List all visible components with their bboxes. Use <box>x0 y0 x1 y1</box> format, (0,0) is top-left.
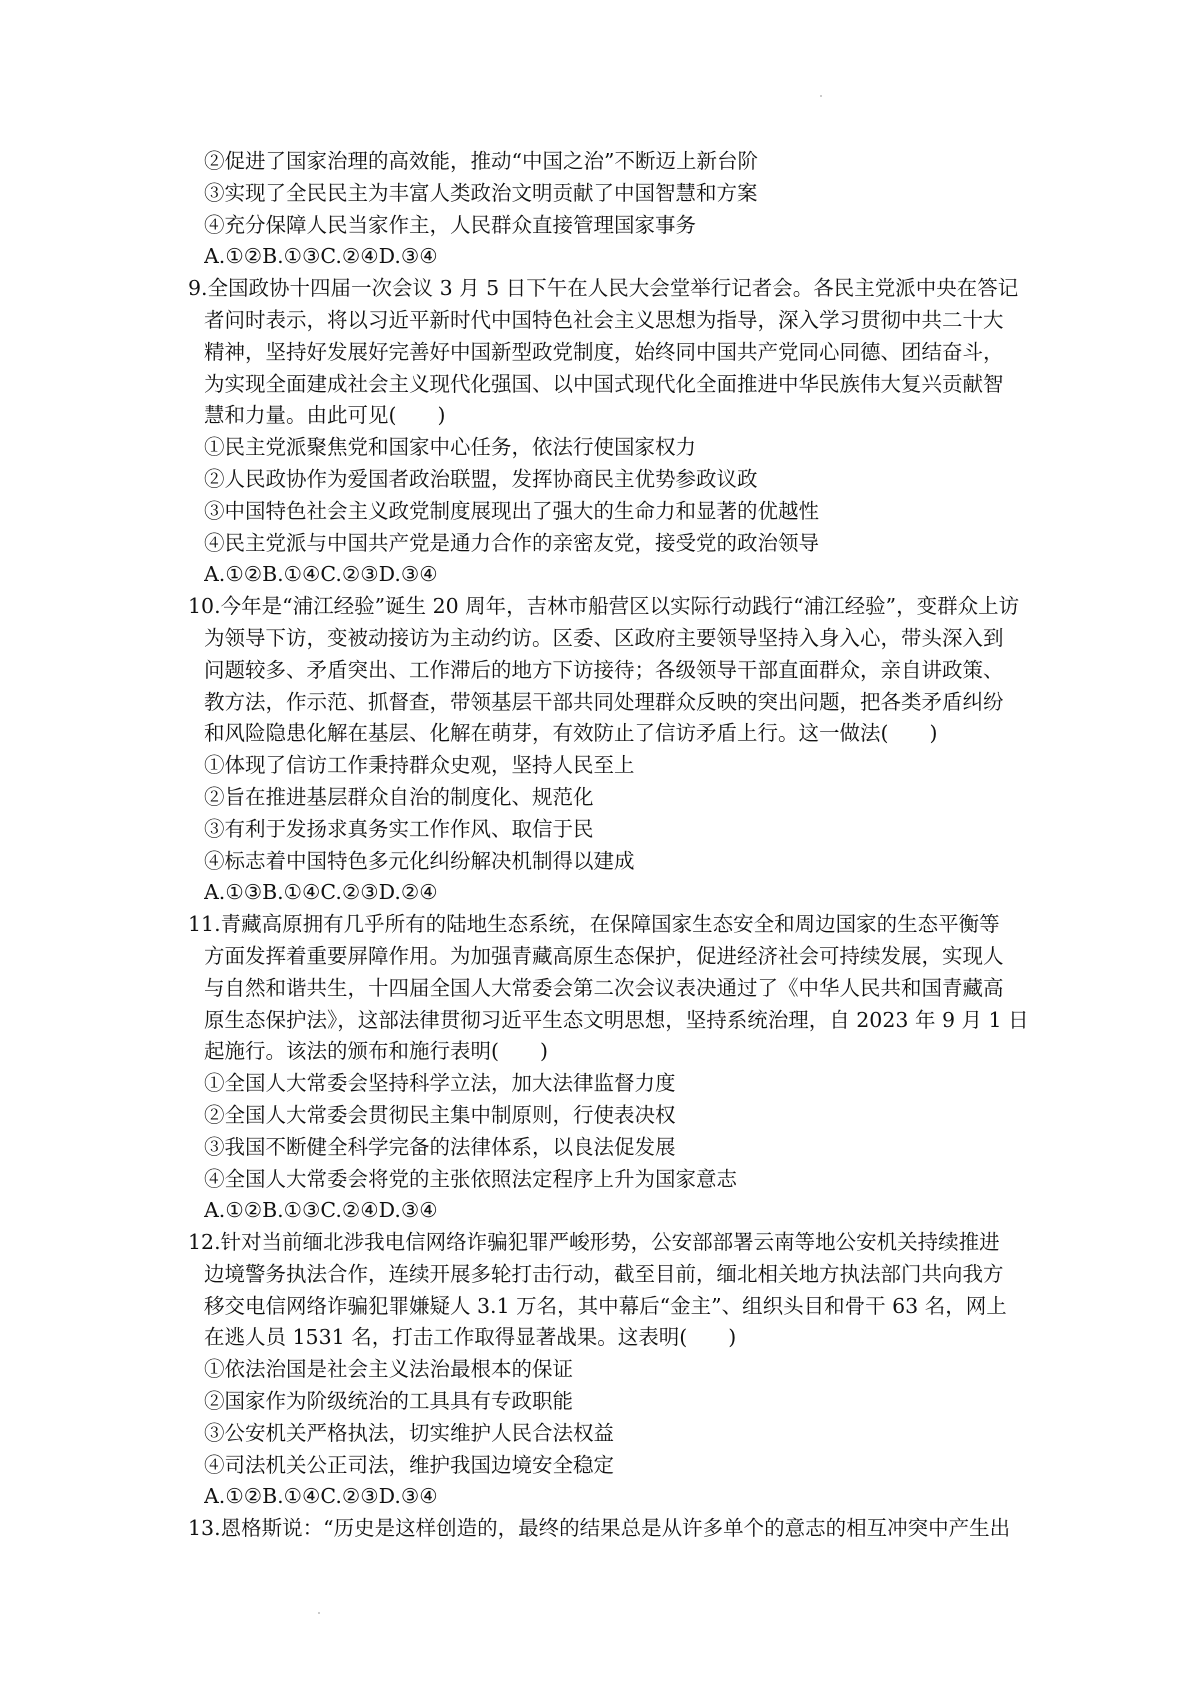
option-line: ③实现了全民民主为丰富人类政治文明贡献了中国智慧和方案 <box>204 180 758 205</box>
answer-choices: A.①②B.①④C.②③D.③④ <box>204 1484 438 1509</box>
question-stem-line: 11.青藏高原拥有几乎所有的陆地生态系统，在保障国家生态安全和周边国家的生态平衡等 <box>188 912 1000 937</box>
option-line: ④充分保障人民当家作主，人民群众直接管理国家事务 <box>204 212 696 237</box>
question-stem-line: 慧和力量。由此可见( ) <box>204 403 446 428</box>
question-stem-line: 者问时表示，将以习近平新时代中国特色社会主义思想为指导，深入学习贯彻中共二十大 <box>204 307 1004 332</box>
option-line: ③我国不断健全科学完备的法律体系，以良法促发展 <box>204 1134 676 1159</box>
question-stem-line: 方面发挥着重要屏障作用。为加强青藏高原生态保护，促进经济社会可持续发展，实现人 <box>204 943 1004 968</box>
option-line: ④民主党派与中国共产党是通力合作的亲密友党，接受党的政治领导 <box>204 530 819 555</box>
question-stem-line: 与自然和谐共生，十四届全国人大常委会第二次会议表决通过了《中华人民共和国青藏高 <box>204 975 1004 1000</box>
question-stem-line: 13.恩格斯说：“历史是这样创造的，最终的结果总是从许多单个的意志的相互冲突中产生出 <box>188 1516 1011 1541</box>
option-line: ②人民政协作为爱国者政治联盟，发挥协商民主优势参政议政 <box>204 466 758 491</box>
option-line: ③中国特色社会主义政党制度展现出了强大的生命力和显著的优越性 <box>204 498 819 523</box>
option-line: ①民主党派聚焦党和国家中心任务，依法行使国家权力 <box>204 435 696 460</box>
answer-choices: A.①②B.①③C.②④D.③④ <box>204 1198 438 1223</box>
question-stem-line: 在逃人员 1531 名，打击工作取得显著战果。这表明( ) <box>204 1325 737 1350</box>
question-stem-line: 教方法，作示范、抓督查，带领基层干部共同处理群众反映的突出问题，把各类矛盾纠纷 <box>204 689 1004 714</box>
option-line: ②促进了国家治理的高效能，推动“中国之治”不断迈上新台阶 <box>204 149 758 173</box>
question-stem-line: 精神，坚持好发展好完善好中国新型政党制度，始终同中国共产党同心同德、团结奋斗， <box>204 339 1004 364</box>
answer-choices: A.①②B.①③C.②④D.③④ <box>204 244 438 269</box>
question-stem-line: 为领导下访，变被动接访为主动约访。区委、区政府主要领导坚持入身入心，带头深入到 <box>204 625 1004 650</box>
scan-speck <box>820 95 822 97</box>
question-stem-line: 12.针对当前缅北涉我电信网络诈骗犯罪严峻形势，公安部部署云南等地公安机关持续推进 <box>188 1230 1000 1255</box>
option-line: ②全国人大常委会贯彻民主集中制原则，行使表决权 <box>204 1102 676 1127</box>
question-13 <box>188 1513 1054 1545</box>
scan-speck <box>318 1612 320 1614</box>
option-line: ④全国人大常委会将党的主张依照法定程序上升为国家意志 <box>204 1166 737 1191</box>
question-9 <box>188 273 1054 591</box>
previous-question-tail <box>204 146 1054 273</box>
question-stem-line: 为实现全面建成社会主义现代化强国、以中国式现代化全面推进中华民族伟大复兴贡献智 <box>204 371 1004 396</box>
option-line: ①全国人大常委会坚持科学立法，加大法律监督力度 <box>204 1071 676 1096</box>
question-stem-line: 9.全国政协十四届一次会议 3 月 5 日下午在人民大会堂举行记者会。各民主党派中央在答记 <box>188 276 1019 301</box>
question-content <box>188 146 1054 1545</box>
option-line: ①依法治国是社会主义法治最根本的保证 <box>204 1357 573 1382</box>
answer-choices: A.①③B.①④C.②③D.②④ <box>204 880 438 905</box>
question-stem-line: 边境警务执法合作，连续开展多轮打击行动，截至目前，缅北相关地方执法部门共向我方 <box>204 1261 1004 1286</box>
option-line: ④标志着中国特色多元化纠纷解决机制得以建成 <box>204 848 635 873</box>
question-12 <box>188 1227 1054 1513</box>
question-stem-line: 移交电信网络诈骗犯罪嫌疑人 3.1 万名，其中幕后“金主”、组织头目和骨干 63 名，网上 <box>204 1293 1007 1318</box>
question-stem-line: 原生态保护法》，这部法律贯彻习近平生态文明思想，坚持系统治理，自 2023 年 9 月 1 日 <box>204 1007 1029 1032</box>
question-stem-line: 起施行。该法的颁布和施行表明( ) <box>204 1039 548 1064</box>
question-stem-line: 问题较多、矛盾突出、工作滞后的地方下访接待；各级领导干部直面群众，亲自讲政策、 <box>204 657 1004 682</box>
question-10 <box>188 591 1054 909</box>
option-line: ③公安机关严格执法，切实维护人民合法权益 <box>204 1420 614 1445</box>
option-line: ②旨在推进基层群众自治的制度化、规范化 <box>204 784 594 809</box>
question-stem-line: 10.今年是“浦江经验”诞生 20 周年，吉林市船营区以实际行动践行“浦江经验”，变群众上访 <box>188 594 1020 619</box>
option-line: ④司法机关公正司法，维护我国边境安全稳定 <box>204 1452 614 1477</box>
question-11 <box>188 909 1054 1227</box>
option-line: ②国家作为阶级统治的工具具有专政职能 <box>204 1389 573 1414</box>
answer-choices: A.①②B.①④C.②③D.③④ <box>204 562 438 587</box>
option-line: ①体现了信访工作秉持群众史观，坚持人民至上 <box>204 753 635 778</box>
option-line: ③有利于发扬求真务实工作作风、取信于民 <box>204 816 594 841</box>
question-stem-line: 和风险隐患化解在基层、化解在萌芽，有效防止了信访矛盾上行。这一做法( ) <box>204 721 938 746</box>
